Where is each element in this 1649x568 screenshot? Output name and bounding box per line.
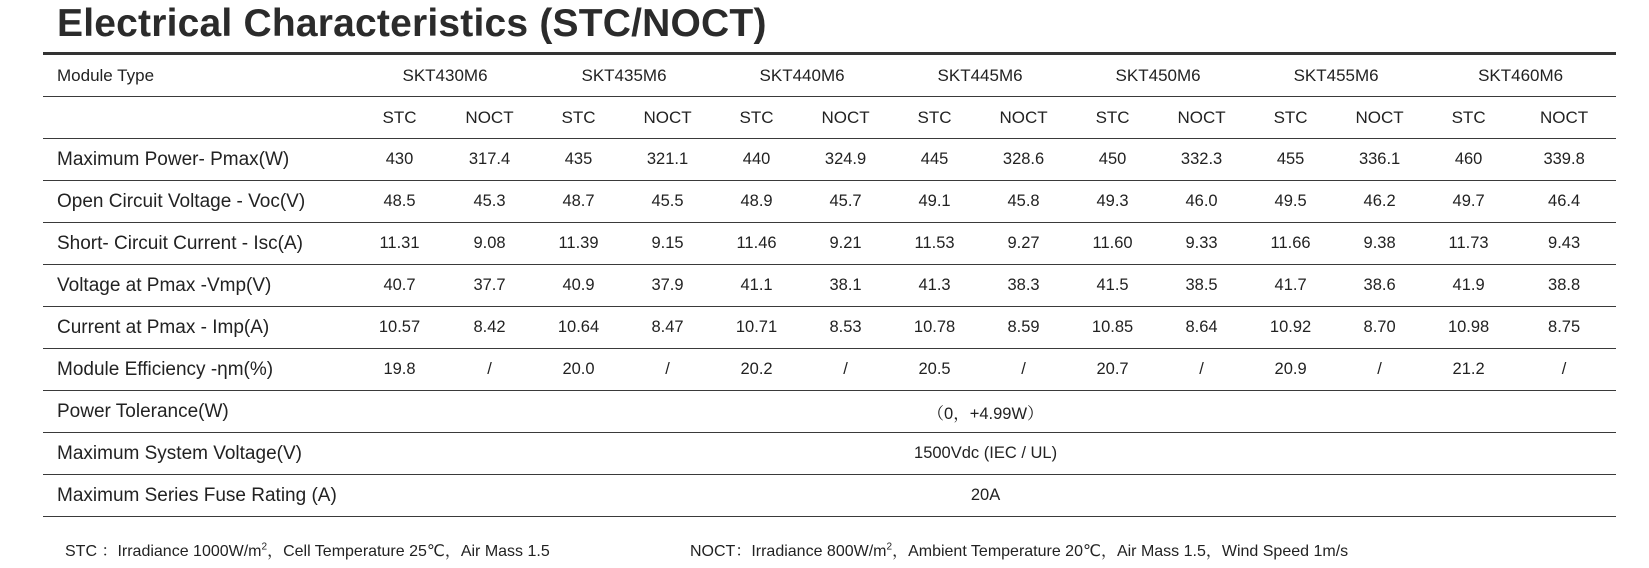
value-cell: 460 [1425,139,1512,181]
row-label: Module Type [43,55,355,97]
value-cell: 49.5 [1247,181,1334,223]
condition-stc: STC [1069,97,1156,139]
noct-footnote-sup: 2 [886,541,893,553]
condition-stc: STC [535,97,622,139]
value-cell: 450 [1069,139,1156,181]
value-cell: 8.64 [1156,307,1247,349]
value-cell: 21.2 [1425,349,1512,391]
value-cell: 38.8 [1512,265,1616,307]
model-name: SKT455M6 [1247,55,1425,97]
value-cell: 9.43 [1512,223,1616,265]
condition-stc: STC [355,97,444,139]
table-row [43,223,1616,265]
stc-footnote-text: STC ：Irradiance 1000W/m [65,543,262,560]
page-title: Electrical Characteristics (STC/NOCT) [57,2,767,45]
condition-noct: NOCT [1512,97,1616,139]
condition-noct: NOCT [1334,97,1425,139]
condition-stc: STC [713,97,800,139]
value-cell: 41.9 [1425,265,1512,307]
value-cell: 40.7 [355,265,444,307]
value-cell: / [800,349,891,391]
model-name: SKT450M6 [1069,55,1247,97]
value-cell: 45.3 [444,181,535,223]
value-cell: / [978,349,1069,391]
value-cell: 48.7 [535,181,622,223]
value-cell: 8.59 [978,307,1069,349]
value-cell: 20.0 [535,349,622,391]
value-cell: 49.3 [1069,181,1156,223]
value-cell: 37.7 [444,265,535,307]
value-cell: 37.9 [622,265,713,307]
model-name: SKT460M6 [1425,55,1616,97]
row-label: Maximum Series Fuse Rating (A) [43,475,355,517]
value-cell: 11.39 [535,223,622,265]
value-cell: 455 [1247,139,1334,181]
shared-row [43,433,1616,475]
value-cell: 332.3 [1156,139,1247,181]
row-label: Voltage at Pmax -Vmp(V) [43,265,355,307]
value-cell: 20.7 [1069,349,1156,391]
row-label-empty [43,97,355,139]
model-name: SKT445M6 [891,55,1069,97]
value-cell: 20.2 [713,349,800,391]
table-row [43,265,1616,307]
row-label: Open Circuit Voltage - Voc(V) [43,181,355,223]
value-cell: 20.9 [1247,349,1334,391]
stc-footnote [65,538,550,561]
value-cell: 41.7 [1247,265,1334,307]
value-cell: 9.08 [444,223,535,265]
value-cell: 20.5 [891,349,978,391]
value-cell: 45.5 [622,181,713,223]
value-cell: 11.46 [713,223,800,265]
model-name: SKT435M6 [535,55,713,97]
row-label: Module Efficiency -ηm(%) [43,349,355,391]
value-cell: 38.5 [1156,265,1247,307]
noct-footnote [690,538,1348,561]
value-cell: 9.33 [1156,223,1247,265]
value-cell: 46.4 [1512,181,1616,223]
value-cell: 45.8 [978,181,1069,223]
shared-value: 20A [355,475,1616,517]
value-cell: 440 [713,139,800,181]
row-label: Current at Pmax - Imp(A) [43,307,355,349]
value-cell: 11.53 [891,223,978,265]
table-row [43,181,1616,223]
value-cell: 321.1 [622,139,713,181]
value-cell: 445 [891,139,978,181]
shared-value: 1500Vdc (IEC / UL) [355,433,1616,475]
value-cell: 46.2 [1334,181,1425,223]
shared-value: （0，+4.99W） [355,391,1616,433]
row-label: Power Tolerance(W) [43,391,355,433]
value-cell: 10.78 [891,307,978,349]
value-cell: 339.8 [1512,139,1616,181]
condition-stc: STC [1425,97,1512,139]
value-cell: 328.6 [978,139,1069,181]
value-cell: / [1334,349,1425,391]
value-cell: 38.1 [800,265,891,307]
value-cell: 40.9 [535,265,622,307]
value-cell: 8.47 [622,307,713,349]
condition-noct: NOCT [978,97,1069,139]
row-label: Short- Circuit Current - Isc(A) [43,223,355,265]
value-cell: 10.64 [535,307,622,349]
value-cell: 38.3 [978,265,1069,307]
value-cell: / [622,349,713,391]
table-row [43,349,1616,391]
value-cell: 41.5 [1069,265,1156,307]
value-cell: 10.92 [1247,307,1334,349]
value-cell: 11.66 [1247,223,1334,265]
value-cell: 10.98 [1425,307,1512,349]
row-label: Maximum System Voltage(V) [43,433,355,475]
value-cell: 9.38 [1334,223,1425,265]
condition-noct: NOCT [444,97,535,139]
value-cell: 49.1 [891,181,978,223]
value-cell: 19.8 [355,349,444,391]
model-name: SKT430M6 [355,55,535,97]
condition-row [43,97,1616,139]
value-cell: 9.21 [800,223,891,265]
value-cell: / [1512,349,1616,391]
value-cell: 324.9 [800,139,891,181]
module-type-row [43,55,1616,97]
value-cell: 435 [535,139,622,181]
row-label: Maximum Power- Pmax(W) [43,139,355,181]
table-row [43,307,1616,349]
value-cell: 48.5 [355,181,444,223]
stc-footnote-tail: ，Cell Temperature 25℃，Air Mass 1.5 [267,543,550,560]
value-cell: / [444,349,535,391]
model-name: SKT440M6 [713,55,891,97]
value-cell: 9.27 [978,223,1069,265]
condition-noct: NOCT [1156,97,1247,139]
value-cell: 41.1 [713,265,800,307]
condition-noct: NOCT [800,97,891,139]
condition-stc: STC [1247,97,1334,139]
value-cell: 10.71 [713,307,800,349]
value-cell: 48.9 [713,181,800,223]
value-cell: 38.6 [1334,265,1425,307]
value-cell: 11.73 [1425,223,1512,265]
value-cell: 11.60 [1069,223,1156,265]
value-cell: 8.42 [444,307,535,349]
value-cell: 46.0 [1156,181,1247,223]
value-cell: 8.53 [800,307,891,349]
value-cell: 8.70 [1334,307,1425,349]
table-row [43,139,1616,181]
noct-footnote-tail: ，Ambient Temperature 20℃，Air Mass 1.5，Wind Speed 1m/s [892,543,1349,560]
value-cell: 9.15 [622,223,713,265]
condition-noct: NOCT [622,97,713,139]
value-cell: 45.7 [800,181,891,223]
value-cell: 11.31 [355,223,444,265]
value-cell: 49.7 [1425,181,1512,223]
shared-row [43,475,1616,517]
value-cell: / [1156,349,1247,391]
shared-row [43,391,1616,433]
value-cell: 430 [355,139,444,181]
noct-footnote-text: NOCT：Irradiance 800W/m [690,543,887,560]
value-cell: 336.1 [1334,139,1425,181]
value-cell: 317.4 [444,139,535,181]
electrical-characteristics-table [43,55,1616,517]
stc-footnote-sup: 2 [261,541,268,553]
condition-stc: STC [891,97,978,139]
value-cell: 10.85 [1069,307,1156,349]
value-cell: 41.3 [891,265,978,307]
value-cell: 8.75 [1512,307,1616,349]
value-cell: 10.57 [355,307,444,349]
